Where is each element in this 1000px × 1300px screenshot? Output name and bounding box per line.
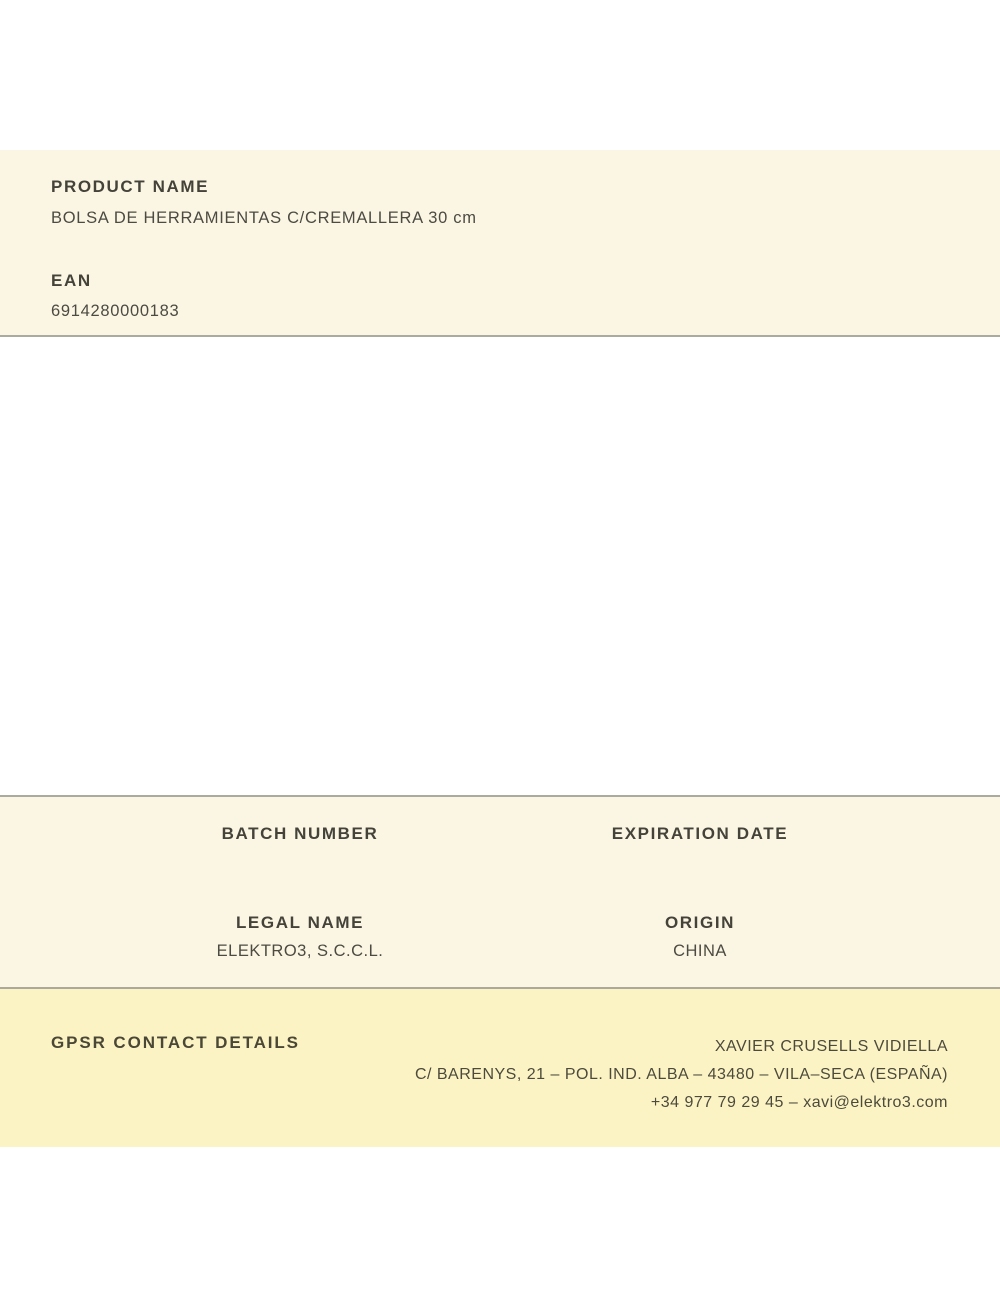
gpsr-contact-lines bbox=[415, 1033, 948, 1117]
legal-name-value: ELEKTRO3, S.C.C.L. bbox=[216, 942, 384, 961]
middle-whitespace bbox=[0, 337, 1000, 795]
legal-name-label: LEGAL NAME bbox=[235, 912, 365, 932]
top-whitespace bbox=[0, 0, 1000, 150]
details-section bbox=[0, 795, 1000, 989]
gpsr-contact-section bbox=[0, 989, 1000, 1147]
details-row-batch-expiration bbox=[100, 824, 900, 844]
origin-cell bbox=[500, 913, 900, 962]
details-row-legal-origin bbox=[100, 913, 900, 962]
gpsr-contact-title: GPSR CONTACT DETAILS bbox=[51, 1033, 300, 1052]
ean-block bbox=[51, 271, 949, 322]
gpsr-contact-phone-email: +34 977 79 29 45 – xavi@elektro3.com bbox=[650, 1094, 948, 1111]
product-section bbox=[0, 150, 1000, 337]
gpsr-contact-name: XAVIER CRUSELLS VIDIELLA bbox=[714, 1038, 948, 1055]
expiration-date-label: EXPIRATION DATE bbox=[611, 824, 789, 843]
origin-value: CHINA bbox=[673, 942, 727, 961]
ean-value: 6914280000183 bbox=[51, 302, 180, 321]
product-name-label: PRODUCT NAME bbox=[51, 177, 210, 196]
expiration-date-cell bbox=[500, 824, 900, 844]
product-name-value: BOLSA DE HERRAMIENTAS C/CREMALLERA 30 cm bbox=[51, 208, 477, 227]
gpsr-contact-address: C/ BARENYS, 21 – POL. IND. ALBA – 43480 – VILA–SECA (ESPAÑA) bbox=[414, 1066, 948, 1083]
batch-number-label: BATCH NUMBER bbox=[221, 824, 379, 843]
origin-label: ORIGIN bbox=[664, 912, 736, 932]
batch-number-cell bbox=[100, 824, 500, 844]
ean-label: EAN bbox=[51, 270, 92, 290]
legal-name-cell bbox=[100, 913, 500, 962]
